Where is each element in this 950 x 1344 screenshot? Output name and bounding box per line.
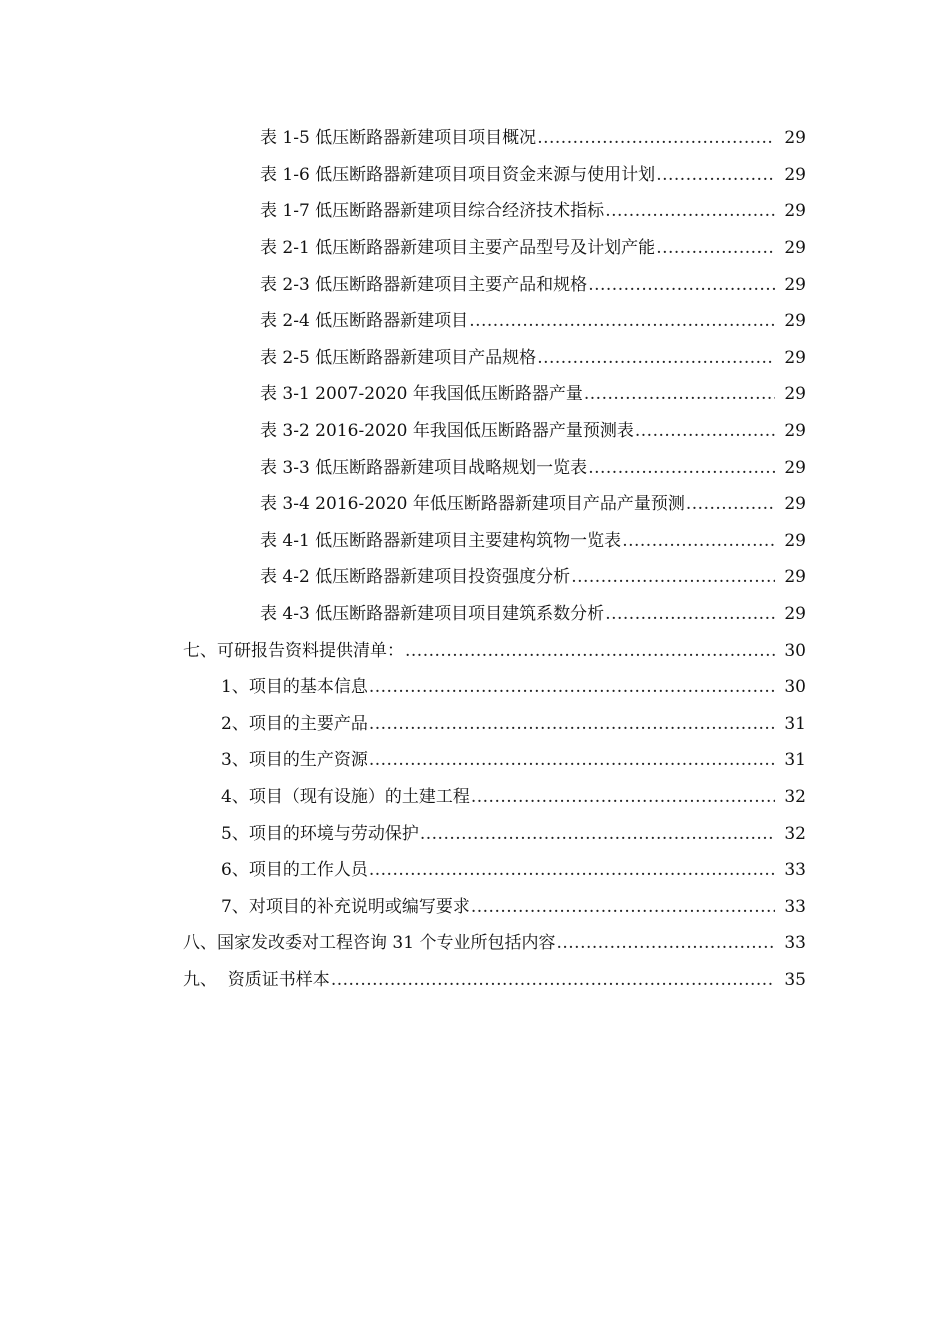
- toc-entry-section-9[interactable]: [0, 962, 950, 999]
- toc-page-number: 29: [784, 274, 806, 295]
- toc-entry-title: 表 2-4 低压断路器新建项目: [260, 311, 469, 332]
- toc-page-number: 32: [784, 823, 806, 844]
- toc-dot-leader: [405, 641, 775, 661]
- toc-entry-title: 表 3-1 2007-2020 年我国低压断路器产量: [260, 384, 583, 405]
- toc-page-number: 31: [784, 750, 806, 771]
- toc-entry-title: 7、对项目的补充说明或编写要求: [221, 896, 470, 917]
- toc-dot-leader: [537, 348, 775, 368]
- toc-entry-table-2-3[interactable]: [0, 266, 950, 303]
- toc-dot-leader: [369, 714, 775, 734]
- toc-entry-title: 表 3-4 2016-2020 年低压断路器新建项目产品产量预测: [260, 494, 685, 515]
- toc-dot-leader: [686, 494, 775, 514]
- toc-entry-item-7[interactable]: [0, 888, 950, 925]
- toc-dot-leader: [605, 201, 775, 221]
- toc-entry-table-1-7[interactable]: [0, 193, 950, 230]
- toc-dot-leader: [420, 824, 775, 844]
- toc-entry-table-3-4[interactable]: [0, 486, 950, 523]
- toc-entry-title: 表 1-5 低压断路器新建项目项目概况: [260, 128, 537, 149]
- toc-entry-title: 表 3-2 2016-2020 年我国低压断路器产量预测表: [260, 421, 634, 442]
- toc-entry-table-1-6[interactable]: [0, 157, 950, 194]
- toc-entry-table-4-3[interactable]: [0, 596, 950, 633]
- toc-entry-item-2[interactable]: [0, 706, 950, 743]
- toc-page-number: 29: [784, 421, 806, 442]
- toc-page-number: 32: [784, 786, 806, 807]
- toc-entry-item-1[interactable]: [0, 669, 950, 706]
- toc-entry-title: 5、项目的环境与劳动保护: [221, 823, 419, 844]
- toc-entry-title: 表 1-6 低压断路器新建项目项目资金来源与使用计划: [260, 164, 656, 185]
- toc-entry-section-7[interactable]: [0, 632, 950, 669]
- toc-entry-title: 表 2-1 低压断路器新建项目主要产品型号及计划产能: [260, 238, 656, 259]
- toc-page-number: 29: [784, 347, 806, 368]
- toc-dot-leader: [571, 567, 775, 587]
- toc-entry-table-4-2[interactable]: [0, 559, 950, 596]
- toc-entry-table-1-5[interactable]: [0, 120, 950, 157]
- toc-entry-title: 七、可研报告资料提供清单：: [183, 640, 404, 661]
- toc-entry-table-2-4[interactable]: [0, 303, 950, 340]
- toc-entry-title: 表 4-2 低压断路器新建项目投资强度分析: [260, 567, 571, 588]
- toc-page-number: 29: [784, 128, 806, 149]
- toc-dot-leader: [471, 897, 775, 917]
- toc-entry-table-2-5[interactable]: [0, 340, 950, 377]
- toc-page-number: 29: [784, 238, 806, 259]
- toc-entry-table-2-1[interactable]: [0, 230, 950, 267]
- toc-page-number: 29: [784, 384, 806, 405]
- toc-dot-leader: [588, 458, 775, 478]
- toc-entry-table-3-1[interactable]: [0, 376, 950, 413]
- toc-entry-table-3-3[interactable]: [0, 449, 950, 486]
- toc-dot-leader: [622, 531, 775, 551]
- toc-page-number: 33: [784, 860, 806, 881]
- toc-dot-leader: [656, 165, 775, 185]
- toc-dot-leader: [331, 970, 775, 990]
- toc-entry-title: 表 1-7 低压断路器新建项目综合经济技术指标: [260, 201, 605, 222]
- toc-dot-leader: [605, 604, 775, 624]
- toc-dot-leader: [656, 238, 775, 258]
- toc-entry-title: 表 4-1 低压断路器新建项目主要建构筑物一览表: [260, 530, 622, 551]
- toc-entry-title: 表 2-3 低压断路器新建项目主要产品和规格: [260, 274, 588, 295]
- toc-dot-leader: [471, 787, 775, 807]
- toc-entry-item-4[interactable]: [0, 779, 950, 816]
- toc-dot-leader: [369, 860, 775, 880]
- toc-entry-table-3-2[interactable]: [0, 413, 950, 450]
- toc-entry-title: 2、项目的主要产品: [221, 713, 368, 734]
- toc-page-number: 35: [784, 969, 806, 990]
- toc-entry-title: 表 3-3 低压断路器新建项目战略规划一览表: [260, 457, 588, 478]
- toc-entry-title: 3、项目的生产资源: [221, 750, 368, 771]
- table-of-contents: [0, 120, 950, 998]
- toc-page-number: 29: [784, 604, 806, 625]
- toc-entry-title: 表 2-5 低压断路器新建项目产品规格: [260, 347, 537, 368]
- toc-page-number: 31: [784, 713, 806, 734]
- toc-dot-leader: [369, 750, 775, 770]
- toc-page-number: 29: [784, 311, 806, 332]
- toc-dot-leader: [537, 128, 775, 148]
- toc-entry-title: 4、项目（现有设施）的土建工程: [221, 786, 470, 807]
- toc-entry-title: 九、 资质证书样本: [183, 969, 330, 990]
- toc-dot-leader: [635, 421, 775, 441]
- toc-dot-leader: [584, 384, 775, 404]
- toc-dot-leader: [556, 933, 775, 953]
- toc-page-number: 29: [784, 457, 806, 478]
- toc-page-number: 29: [784, 201, 806, 222]
- toc-page-number: 30: [784, 677, 806, 698]
- toc-page-number: 29: [784, 567, 806, 588]
- toc-entry-section-8[interactable]: [0, 925, 950, 962]
- toc-entry-table-4-1[interactable]: [0, 523, 950, 560]
- toc-dot-leader: [588, 275, 775, 295]
- toc-entry-title: 1、项目的基本信息: [221, 677, 368, 698]
- toc-entry-title: 八、国家发改委对工程咨询 31 个专业所包括内容: [183, 933, 556, 954]
- toc-page-number: 30: [784, 640, 806, 661]
- toc-entry-item-3[interactable]: [0, 742, 950, 779]
- toc-dot-leader: [469, 311, 775, 331]
- toc-page-number: 33: [784, 933, 806, 954]
- toc-page-number: 29: [784, 164, 806, 185]
- toc-page-number: 33: [784, 896, 806, 917]
- toc-entry-item-5[interactable]: [0, 815, 950, 852]
- toc-entry-title: 表 4-3 低压断路器新建项目项目建筑系数分析: [260, 604, 605, 625]
- toc-dot-leader: [369, 677, 775, 697]
- toc-page-number: 29: [784, 494, 806, 515]
- toc-entry-title: 6、项目的工作人员: [221, 860, 368, 881]
- toc-page-number: 29: [784, 530, 806, 551]
- toc-entry-item-6[interactable]: [0, 852, 950, 889]
